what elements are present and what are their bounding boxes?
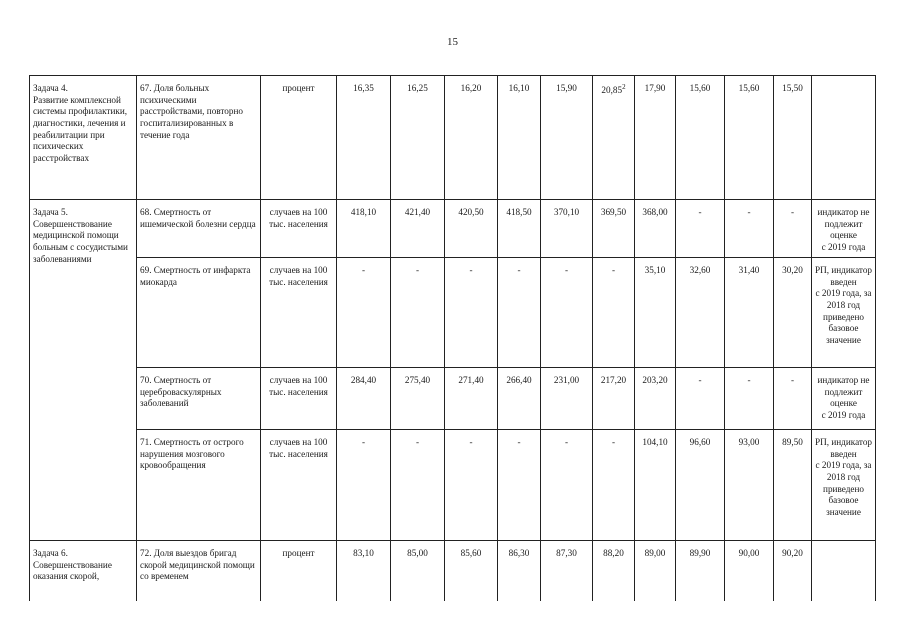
- value-cell: 421,40: [391, 200, 445, 258]
- note-cell: [812, 76, 876, 200]
- value-cell: 30,20: [774, 258, 812, 368]
- note-cell: РП, индикатор введен с 2019 года, за 2018 год приведено базовое значение: [812, 258, 876, 368]
- table-row: [30, 258, 876, 368]
- value-text: 20,85: [601, 85, 623, 95]
- value-cell: 418,50: [498, 200, 541, 258]
- value-cell: 369,50: [593, 200, 635, 258]
- unit-cell: случаев на 100 тыс. населения: [261, 200, 337, 258]
- value-cell: 15,90: [541, 76, 593, 200]
- value-cell: 368,00: [635, 200, 676, 258]
- task-cell: Задача 5. Совершенствование медицинской помощи больным с сосудистыми заболеваниями: [30, 200, 137, 541]
- value-cell: 90,20: [774, 541, 812, 601]
- table-row: [30, 368, 876, 430]
- value-cell: 86,30: [498, 541, 541, 601]
- value-cell: -: [676, 368, 725, 430]
- task-cell: Задача 4. Развитие комплексной системы профилактики, диагностики, лечения и реабилитации при психических расстройствах: [30, 76, 137, 200]
- value-cell: -: [391, 258, 445, 368]
- value-cell: 284,40: [337, 368, 391, 430]
- indicator-cell: 71. Смертность от острого нарушения мозгового кровообращения: [137, 430, 261, 541]
- table-row: [30, 541, 876, 601]
- value-cell: 17,90: [635, 76, 676, 200]
- table-row: [30, 200, 876, 258]
- value-cell: 87,30: [541, 541, 593, 601]
- note-cell: РП, индикатор введен с 2019 года, за 2018 год приведено базовое значение: [812, 430, 876, 541]
- value-cell: -: [676, 200, 725, 258]
- indicator-cell: 72. Доля выездов бригад скорой медицинской помощи со временем: [137, 541, 261, 601]
- task-cell: Задача 6. Совершенствование оказания скорой,: [30, 541, 137, 601]
- value-cell: 231,00: [541, 368, 593, 430]
- value-cell: 89,00: [635, 541, 676, 601]
- value-cell: -: [498, 258, 541, 368]
- value-cell: 266,40: [498, 368, 541, 430]
- value-cell: 16,10: [498, 76, 541, 200]
- unit-cell: случаев на 100 тыс. населения: [261, 430, 337, 541]
- value-cell: 85,00: [391, 541, 445, 601]
- value-cell: -: [774, 200, 812, 258]
- value-cell: -: [337, 430, 391, 541]
- value-cell: -: [498, 430, 541, 541]
- footnote-marker: 2: [622, 83, 626, 91]
- unit-cell: процент: [261, 541, 337, 601]
- value-cell: 104,10: [635, 430, 676, 541]
- indicators-table: [29, 75, 876, 601]
- value-cell: 370,10: [541, 200, 593, 258]
- value-cell: 83,10: [337, 541, 391, 601]
- note-cell: индикатор не подлежит оценке с 2019 года: [812, 200, 876, 258]
- value-cell: 16,35: [337, 76, 391, 200]
- value-cell: 15,50: [774, 76, 812, 200]
- value-cell: 96,60: [676, 430, 725, 541]
- value-cell: -: [391, 430, 445, 541]
- value-cell: -: [445, 430, 498, 541]
- indicator-cell: 70. Смертность от цереброваскулярных заболеваний: [137, 368, 261, 430]
- page-number: 15: [447, 36, 458, 48]
- value-cell: 93,00: [725, 430, 774, 541]
- value-cell: 203,20: [635, 368, 676, 430]
- value-cell: 90,00: [725, 541, 774, 601]
- value-cell: -: [541, 430, 593, 541]
- indicator-cell: 67. Доля больных психическими расстройствами, повторно госпитализированных в течение года: [137, 76, 261, 200]
- value-cell: 89,50: [774, 430, 812, 541]
- note-cell: [812, 541, 876, 601]
- value-cell: 15,60: [725, 76, 774, 200]
- value-cell: -: [725, 368, 774, 430]
- table-row: [30, 76, 876, 200]
- indicator-cell: 68. Смертность от ишемической болезни сердца: [137, 200, 261, 258]
- value-cell: -: [593, 258, 635, 368]
- value-cell: 31,40: [725, 258, 774, 368]
- unit-cell: случаев на 100 тыс. населения: [261, 368, 337, 430]
- value-cell: 217,20: [593, 368, 635, 430]
- value-cell: 89,90: [676, 541, 725, 601]
- value-cell: 32,60: [676, 258, 725, 368]
- value-cell: 275,40: [391, 368, 445, 430]
- value-cell: 418,10: [337, 200, 391, 258]
- table-row: [30, 430, 876, 541]
- note-cell: индикатор не подлежит оценке с 2019 года: [812, 368, 876, 430]
- value-cell: 271,40: [445, 368, 498, 430]
- value-cell: 85,60: [445, 541, 498, 601]
- value-cell: 16,20: [445, 76, 498, 200]
- value-cell: 35,10: [635, 258, 676, 368]
- value-cell: -: [337, 258, 391, 368]
- indicator-cell: 69. Смертность от инфаркта миокарда: [137, 258, 261, 368]
- value-cell: -: [445, 258, 498, 368]
- value-cell: -: [725, 200, 774, 258]
- value-cell: 15,60: [676, 76, 725, 200]
- value-cell: [593, 76, 635, 200]
- value-cell: 16,25: [391, 76, 445, 200]
- value-cell: 88,20: [593, 541, 635, 601]
- value-cell: -: [774, 368, 812, 430]
- unit-cell: случаев на 100 тыс. населения: [261, 258, 337, 368]
- value-cell: 420,50: [445, 200, 498, 258]
- value-cell: -: [541, 258, 593, 368]
- value-cell: -: [593, 430, 635, 541]
- unit-cell: процент: [261, 76, 337, 200]
